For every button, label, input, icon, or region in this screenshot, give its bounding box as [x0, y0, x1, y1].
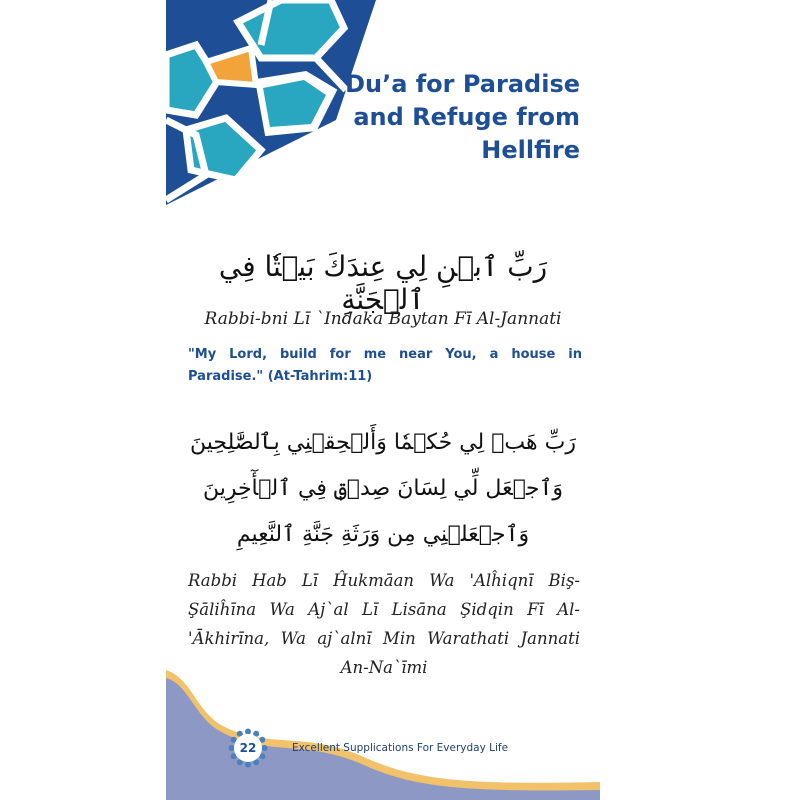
- dua1-translation: "My Lord, build for me near You, a house in Paradise." (At-Tahrim:11): [188, 347, 582, 384]
- book-title-footer: Excellent Supplications For Everyday Life: [292, 742, 509, 754]
- dua2-transliteration: Rabbi Hab Lī Ĥukmāan Wa 'Alĥiqnī Biş-Şāliĥīna Wa Aj`al Lī Lisāna Şidqin Fī Al-'Ākhirīna, Wa aj`alnī Min Warathati Jannati An-Na`īmi: [188, 571, 580, 677]
- title-line-2: and Refuge from: [353, 103, 580, 131]
- dua2-arabic-line-1: رَبِّ هَبۡ لِي حُكۡمٗا وَأَلۡحِقۡنِي بِٱلصَّٰلِحِينَ: [190, 430, 576, 455]
- dua2-arabic: [186, 420, 580, 558]
- page-number: 22: [239, 741, 257, 755]
- dua1-transliteration: Rabbi-bni Lī `Indaka Baytan Fī Al-Jannati: [204, 309, 562, 329]
- dua2-arabic-line-2: وَٱجۡعَل لِّي لِسَانَ صِدۡقٖ فِي ٱلۡأٓخِرِينَ: [202, 476, 564, 501]
- dua1-arabic: رَبِّ ٱبۡنِ لِي عِندَكَ بَيۡتٗا فِي ٱلۡجَنَّةِ: [218, 250, 548, 316]
- book-page: [166, 0, 600, 800]
- page-title: [320, 68, 580, 167]
- title-line-3: Hellfire: [481, 136, 580, 164]
- title-line-1: Du’a for Paradise: [345, 70, 580, 98]
- dua2-arabic-line-3: وَٱجۡعَلۡنِي مِن وَرَثَةِ جَنَّةِ ٱلنَّعِيمِ: [236, 522, 530, 547]
